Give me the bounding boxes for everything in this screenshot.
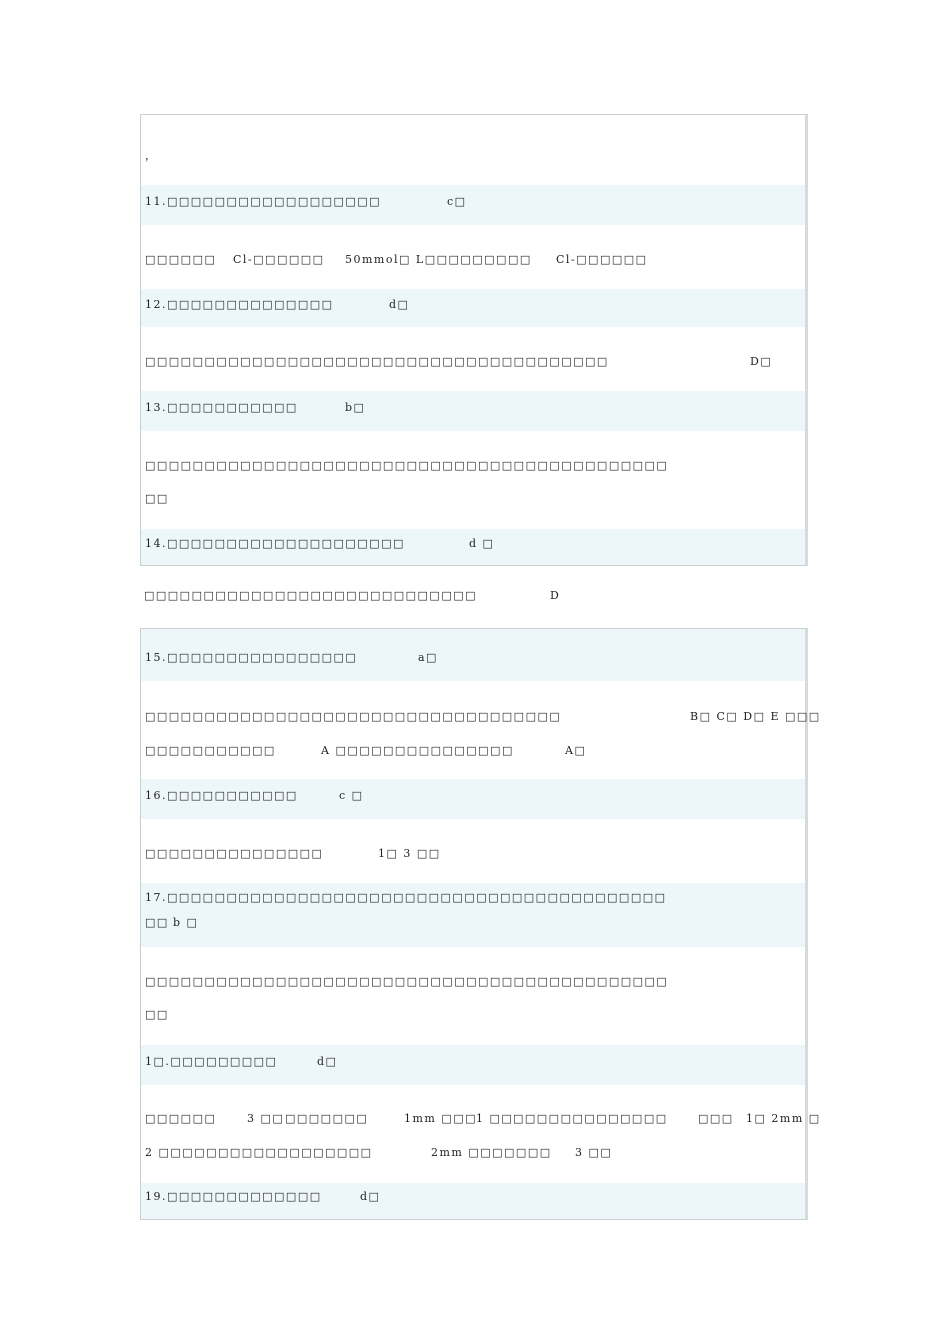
explanation-11-part: □□□□□□ [145,253,217,266]
explanation-10-text: ， [145,149,158,162]
explanation-11-row [141,225,805,289]
explanation-18-part: 2mm □□□□□□□ [431,1146,552,1159]
question-19-answer: d□ [360,1190,381,1203]
explanation-17-text: □□□□□□□□□□□□□□□□□□□□□□□□□□□□□□□□□□□□□□□□□□□□ [145,975,669,988]
question-15-text: 15.□□□□□□□□□□□□□□□□ [145,651,358,664]
question-17-text: 17.□□□□□□□□□□□□□□□□□□□□□□□□□□□□□□□□□□□□□□□□□□ [145,891,667,904]
explanation-13-cont: □□ [145,492,169,505]
explanation-10-row [141,115,805,185]
explanation-13-row [141,431,805,529]
question-11-text: 11.□□□□□□□□□□□□□□□□□□ [145,195,382,208]
question-13-row [141,391,805,431]
explanation-12-row [141,327,805,391]
explanation-18-part: 1□ 2mm □ [746,1112,821,1125]
question-14-text: 14.□□□□□□□□□□□□□□□□□□□□ [145,537,405,550]
explanation-15-text: □□□□□□□□□□□□□□□□□□□□□□□□□□□□□□□□□□□ [145,710,562,723]
explanation-14-answer: D [550,589,561,602]
question-16-answer: c □ [339,789,364,802]
question-13-text: 13.□□□□□□□□□□□ [145,401,298,414]
question-18-row [141,1045,805,1085]
explanation-18-part: □□□□□□ [145,1112,217,1125]
question-13-answer: b□ [345,401,366,414]
question-19-row [141,1183,805,1219]
question-17-row [141,883,805,947]
question-17-cont: □□ [145,916,169,929]
question-14-answer: d □ [469,537,495,550]
question-11-answer: c□ [447,195,467,208]
explanation-18-part: 3 □□ [575,1146,613,1159]
explanation-16-answer: 1□ 3 □□ [378,847,441,860]
explanation-18-part: □□□□□□□ [285,1112,369,1125]
explanation-18-part: □□□ [698,1112,734,1125]
explanation-12-text: □□□□□□□□□□□□□□□□□□□□□□□□□□□□□□□□□□□□□□□ [145,355,609,368]
question-12-row [141,289,805,327]
explanation-15-part: A □□□□□□□□□□□□□□□ [321,744,514,757]
question-12-answer: d□ [389,298,410,311]
explanation-15-options: B□ C□ D□ E □□□ [690,710,821,723]
question-14-row [141,529,805,565]
explanation-11-part: Cl-□□□□□□ [556,253,648,266]
explanation-18-row [141,1085,821,1183]
question-16-row [141,779,805,819]
question-15-answer: a□ [418,651,438,664]
explanation-18-part: 2 □□□□□□□□□□□□□□□□□□ [145,1146,373,1159]
explanation-13-text: □□□□□□□□□□□□□□□□□□□□□□□□□□□□□□□□□□□□□□□□□□□□ [145,459,669,472]
explanation-17-cont: □□ [145,1008,169,1021]
question-box-1 [140,114,808,566]
explanation-18-part: 1mm □□□ [404,1112,478,1125]
question-19-text: 19.□□□□□□□□□□□□□ [145,1190,322,1203]
explanation-18-part: 1 □□ [476,1112,514,1125]
explanation-15-answer: A□ [565,744,587,757]
explanation-18-part: □□□□□□□□□□□□□ [513,1112,668,1125]
explanation-11-part: 50mmol□ L□□□□□□□□□ [345,253,532,266]
question-17-answer: b □ [173,916,199,929]
explanation-16-row [141,819,805,883]
question-12-text: 12.□□□□□□□□□□□□□□ [145,298,334,311]
explanation-11-part: Cl-□□□□□□ [233,253,325,266]
question-18-answer: d□ [317,1055,338,1068]
question-box-2 [140,628,821,1220]
explanation-15-part: □□□□□□□□□□□ [145,744,276,757]
explanation-17-row [141,947,805,1045]
explanation-18-part: 3 □□ [247,1112,285,1125]
question-11-row [141,185,805,225]
question-16-text: 16.□□□□□□□□□□□ [145,789,298,802]
question-15-row [141,629,805,681]
explanation-12-answer: D□ [750,355,773,368]
explanation-16-text: □□□□□□□□□□□□□□□ [145,847,324,860]
explanation-14-text: □□□□□□□□□□□□□□□□□□□□□□□□□□□□ [144,589,478,602]
question-18-text: 1□.□□□□□□□□□ [145,1055,278,1068]
explanation-15-row [141,681,821,779]
